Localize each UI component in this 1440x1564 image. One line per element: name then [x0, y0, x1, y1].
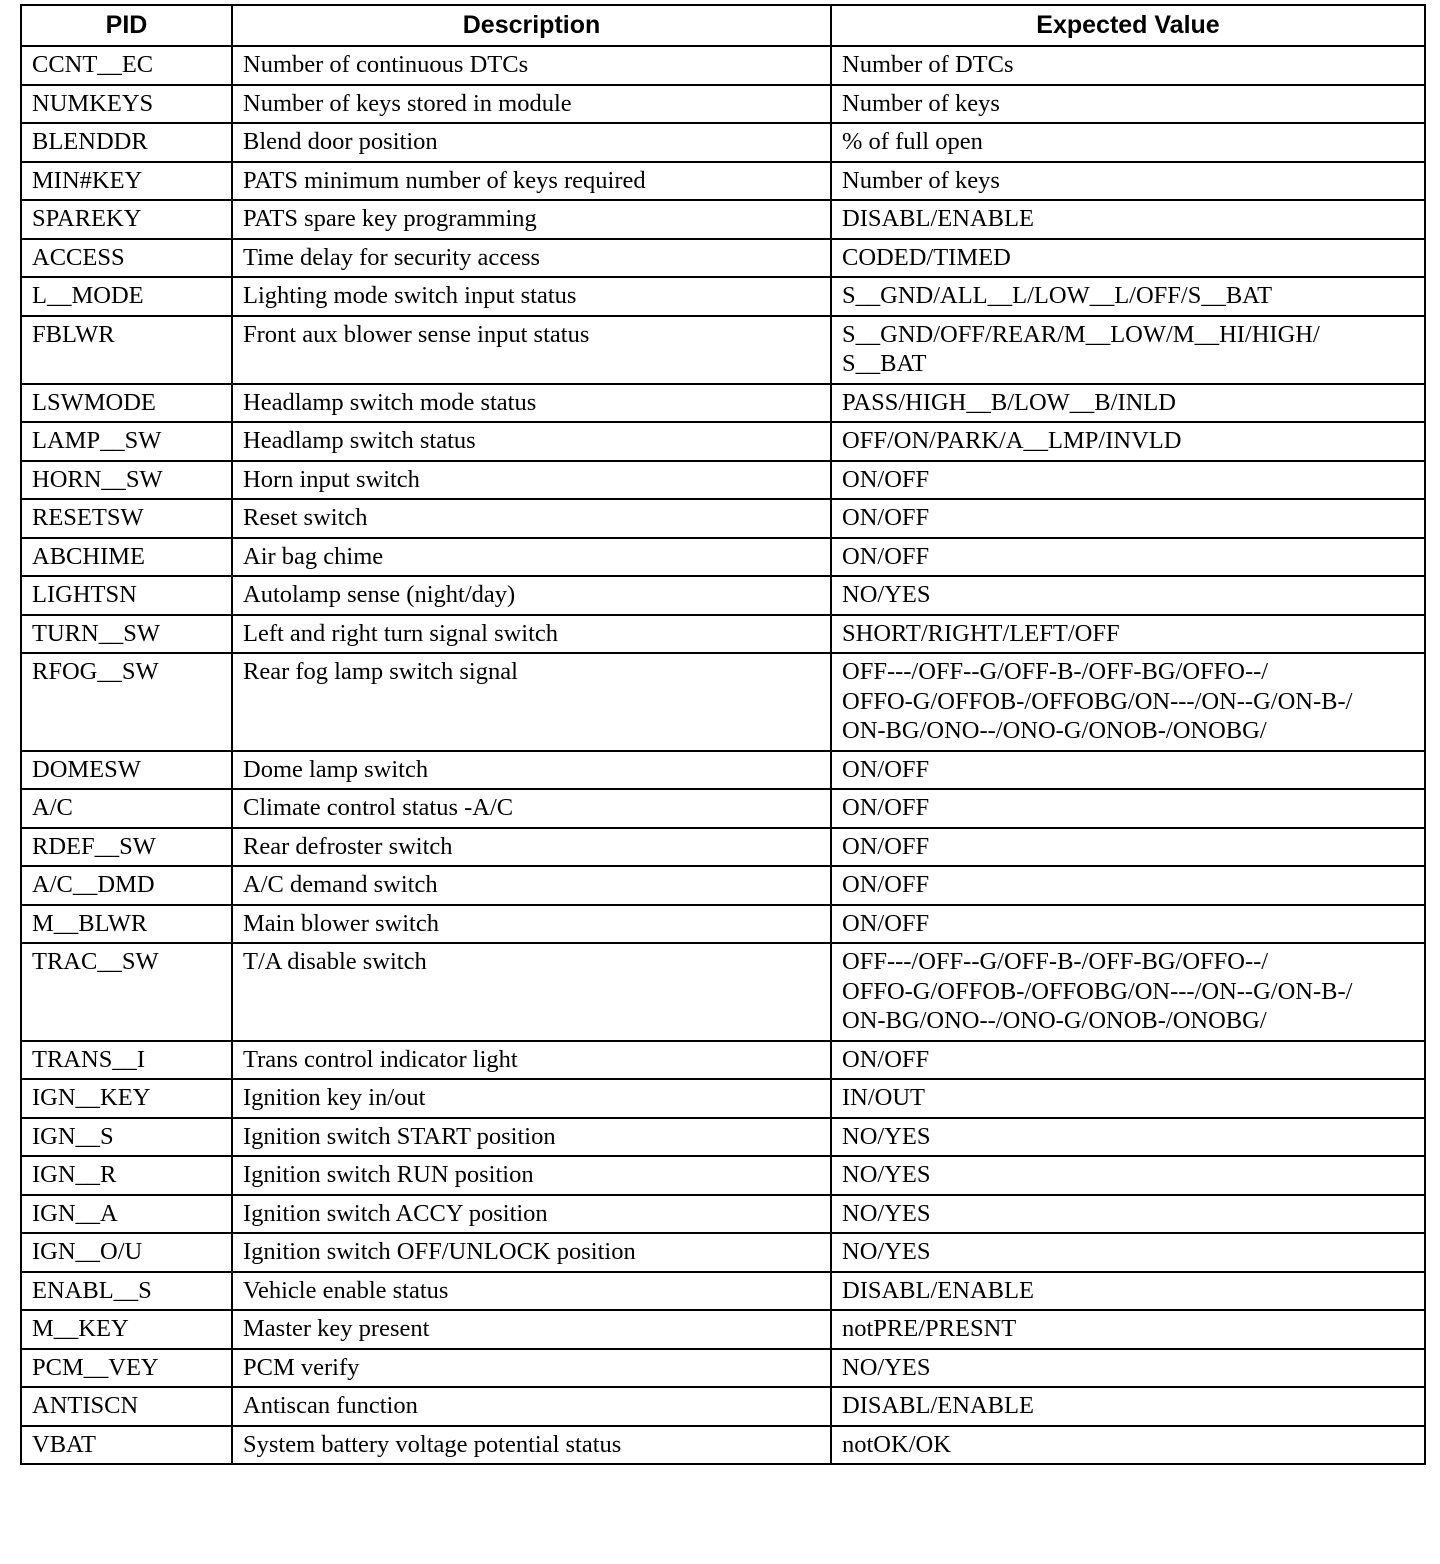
expected-value-cell: ON/OFF	[831, 789, 1425, 828]
description-cell: Time delay for security access	[232, 239, 831, 278]
expected-value-cell: ON/OFF	[831, 828, 1425, 867]
pid-cell: FBLWR	[21, 316, 232, 384]
pid-cell: LAMP__SW	[21, 422, 232, 461]
expected-value-cell: Number of keys	[831, 85, 1425, 124]
pid-cell: CCNT__EC	[21, 46, 232, 85]
pid-cell: IGN__KEY	[21, 1079, 232, 1118]
expected-value-cell: ON/OFF	[831, 751, 1425, 790]
table-row	[21, 1118, 1425, 1157]
expected-value-cell: IN/OUT	[831, 1079, 1425, 1118]
expected-value-cell: ON/OFF	[831, 499, 1425, 538]
expected-value-cell: notPRE/PRESNT	[831, 1310, 1425, 1349]
table-row	[21, 422, 1425, 461]
table-row	[21, 316, 1425, 384]
pid-cell: IGN__O/U	[21, 1233, 232, 1272]
description-cell: Number of keys stored in module	[232, 85, 831, 124]
table-row	[21, 1041, 1425, 1080]
pid-cell: LSWMODE	[21, 384, 232, 423]
pid-cell: MIN#KEY	[21, 162, 232, 201]
header-row	[21, 5, 1425, 46]
pid-cell: DOMESW	[21, 751, 232, 790]
pid-cell: RFOG__SW	[21, 653, 232, 751]
description-cell: Ignition switch RUN position	[232, 1156, 831, 1195]
pid-table	[20, 4, 1426, 1465]
expected-value-cell: ON/OFF	[831, 538, 1425, 577]
description-cell: Dome lamp switch	[232, 751, 831, 790]
pid-cell: A/C__DMD	[21, 866, 232, 905]
description-cell: Vehicle enable status	[232, 1272, 831, 1311]
description-cell: Lighting mode switch input status	[232, 277, 831, 316]
expected-value-cell: NO/YES	[831, 1118, 1425, 1157]
expected-value-cell: Number of DTCs	[831, 46, 1425, 85]
table-row	[21, 200, 1425, 239]
pid-cell: IGN__A	[21, 1195, 232, 1234]
table-body	[21, 46, 1425, 1464]
pid-cell: M__KEY	[21, 1310, 232, 1349]
table-row	[21, 789, 1425, 828]
description-cell: PATS minimum number of keys required	[232, 162, 831, 201]
expected-value-cell: OFF---/OFF--G/OFF-B-/OFF-BG/OFFO--/ OFFO-G/OFFOB-/OFFOBG/ON---/ON--G/ON-B-/ ON-BG/ONO--/ONO-G/ONOB-/ONOBG/	[831, 653, 1425, 751]
expected-value-cell: CODED/TIMED	[831, 239, 1425, 278]
pid-cell: L__MODE	[21, 277, 232, 316]
expected-value-cell: notOK/OK	[831, 1426, 1425, 1465]
expected-value-cell: PASS/HIGH__B/LOW__B/INLD	[831, 384, 1425, 423]
expected-value-cell: DISABL/ENABLE	[831, 200, 1425, 239]
pid-cell: A/C	[21, 789, 232, 828]
table-row	[21, 384, 1425, 423]
description-cell: Left and right turn signal switch	[232, 615, 831, 654]
table-row	[21, 46, 1425, 85]
header-pid: PID	[21, 5, 232, 46]
pid-cell: LIGHTSN	[21, 576, 232, 615]
description-cell: System battery voltage potential status	[232, 1426, 831, 1465]
description-cell: Reset switch	[232, 499, 831, 538]
table-row	[21, 85, 1425, 124]
table-row	[21, 277, 1425, 316]
table-row	[21, 751, 1425, 790]
table-row	[21, 828, 1425, 867]
pid-cell: VBAT	[21, 1426, 232, 1465]
description-cell: Antiscan function	[232, 1387, 831, 1426]
expected-value-cell: ON/OFF	[831, 1041, 1425, 1080]
description-cell: Trans control indicator light	[232, 1041, 831, 1080]
description-cell: Ignition key in/out	[232, 1079, 831, 1118]
pid-cell: IGN__R	[21, 1156, 232, 1195]
pid-cell: TRANS__I	[21, 1041, 232, 1080]
description-cell: Headlamp switch status	[232, 422, 831, 461]
table-row	[21, 653, 1425, 751]
pid-cell: SPAREKY	[21, 200, 232, 239]
description-cell: Ignition switch OFF/UNLOCK position	[232, 1233, 831, 1272]
description-cell: Horn input switch	[232, 461, 831, 500]
pid-cell: TURN__SW	[21, 615, 232, 654]
description-cell: Autolamp sense (night/day)	[232, 576, 831, 615]
table-row	[21, 1233, 1425, 1272]
description-cell: PCM verify	[232, 1349, 831, 1388]
expected-value-cell: DISABL/ENABLE	[831, 1272, 1425, 1311]
pid-cell: PCM__VEY	[21, 1349, 232, 1388]
description-cell: A/C demand switch	[232, 866, 831, 905]
pid-cell: BLENDDR	[21, 123, 232, 162]
table-row	[21, 1156, 1425, 1195]
description-cell: Ignition switch START position	[232, 1118, 831, 1157]
description-cell: Rear defroster switch	[232, 828, 831, 867]
table-row	[21, 123, 1425, 162]
expected-value-cell: OFF/ON/PARK/A__LMP/INVLD	[831, 422, 1425, 461]
description-cell: PATS spare key programming	[232, 200, 831, 239]
table-row	[21, 1349, 1425, 1388]
pid-cell: ABCHIME	[21, 538, 232, 577]
table-header	[21, 5, 1425, 46]
pid-cell: ENABL__S	[21, 1272, 232, 1311]
table-row	[21, 1310, 1425, 1349]
pid-cell: RDEF__SW	[21, 828, 232, 867]
pid-cell: TRAC__SW	[21, 943, 232, 1041]
header-expected-value: Expected Value	[831, 5, 1425, 46]
expected-value-cell: NO/YES	[831, 1233, 1425, 1272]
table-row	[21, 1079, 1425, 1118]
expected-value-cell: OFF---/OFF--G/OFF-B-/OFF-BG/OFFO--/ OFFO-G/OFFOB-/OFFOBG/ON---/ON--G/ON-B-/ ON-BG/ONO--/ONO-G/ONOB-/ONOBG/	[831, 943, 1425, 1041]
table-row	[21, 1426, 1425, 1465]
table-row	[21, 1195, 1425, 1234]
expected-value-cell: ON/OFF	[831, 866, 1425, 905]
expected-value-cell: S__GND/OFF/REAR/M__LOW/M__HI/HIGH/ S__BAT	[831, 316, 1425, 384]
pid-cell: M__BLWR	[21, 905, 232, 944]
expected-value-cell: S__GND/ALL__L/LOW__L/OFF/S__BAT	[831, 277, 1425, 316]
pid-cell: RESETSW	[21, 499, 232, 538]
expected-value-cell: NO/YES	[831, 1195, 1425, 1234]
description-cell: Blend door position	[232, 123, 831, 162]
description-cell: Master key present	[232, 1310, 831, 1349]
description-cell: T/A disable switch	[232, 943, 831, 1041]
table-row	[21, 239, 1425, 278]
table-row	[21, 1387, 1425, 1426]
table-row	[21, 538, 1425, 577]
description-cell: Main blower switch	[232, 905, 831, 944]
description-cell: Climate control status -A/C	[232, 789, 831, 828]
description-cell: Rear fog lamp switch signal	[232, 653, 831, 751]
table-row	[21, 615, 1425, 654]
table-row	[21, 499, 1425, 538]
pid-cell: HORN__SW	[21, 461, 232, 500]
expected-value-cell: ON/OFF	[831, 905, 1425, 944]
pid-cell: ACCESS	[21, 239, 232, 278]
expected-value-cell: Number of keys	[831, 162, 1425, 201]
table-row	[21, 905, 1425, 944]
description-cell: Number of continuous DTCs	[232, 46, 831, 85]
table-row	[21, 162, 1425, 201]
expected-value-cell: ON/OFF	[831, 461, 1425, 500]
expected-value-cell: DISABL/ENABLE	[831, 1387, 1425, 1426]
table-row	[21, 576, 1425, 615]
table-row	[21, 943, 1425, 1041]
description-cell: Front aux blower sense input status	[232, 316, 831, 384]
description-cell: Air bag chime	[232, 538, 831, 577]
expected-value-cell: NO/YES	[831, 1156, 1425, 1195]
table-row	[21, 461, 1425, 500]
expected-value-cell: SHORT/RIGHT/LEFT/OFF	[831, 615, 1425, 654]
description-cell: Ignition switch ACCY position	[232, 1195, 831, 1234]
pid-cell: ANTISCN	[21, 1387, 232, 1426]
description-cell: Headlamp switch mode status	[232, 384, 831, 423]
expected-value-cell: NO/YES	[831, 1349, 1425, 1388]
table-row	[21, 866, 1425, 905]
table-row	[21, 1272, 1425, 1311]
expected-value-cell: NO/YES	[831, 576, 1425, 615]
pid-cell: NUMKEYS	[21, 85, 232, 124]
header-description: Description	[232, 5, 831, 46]
expected-value-cell: % of full open	[831, 123, 1425, 162]
pid-cell: IGN__S	[21, 1118, 232, 1157]
